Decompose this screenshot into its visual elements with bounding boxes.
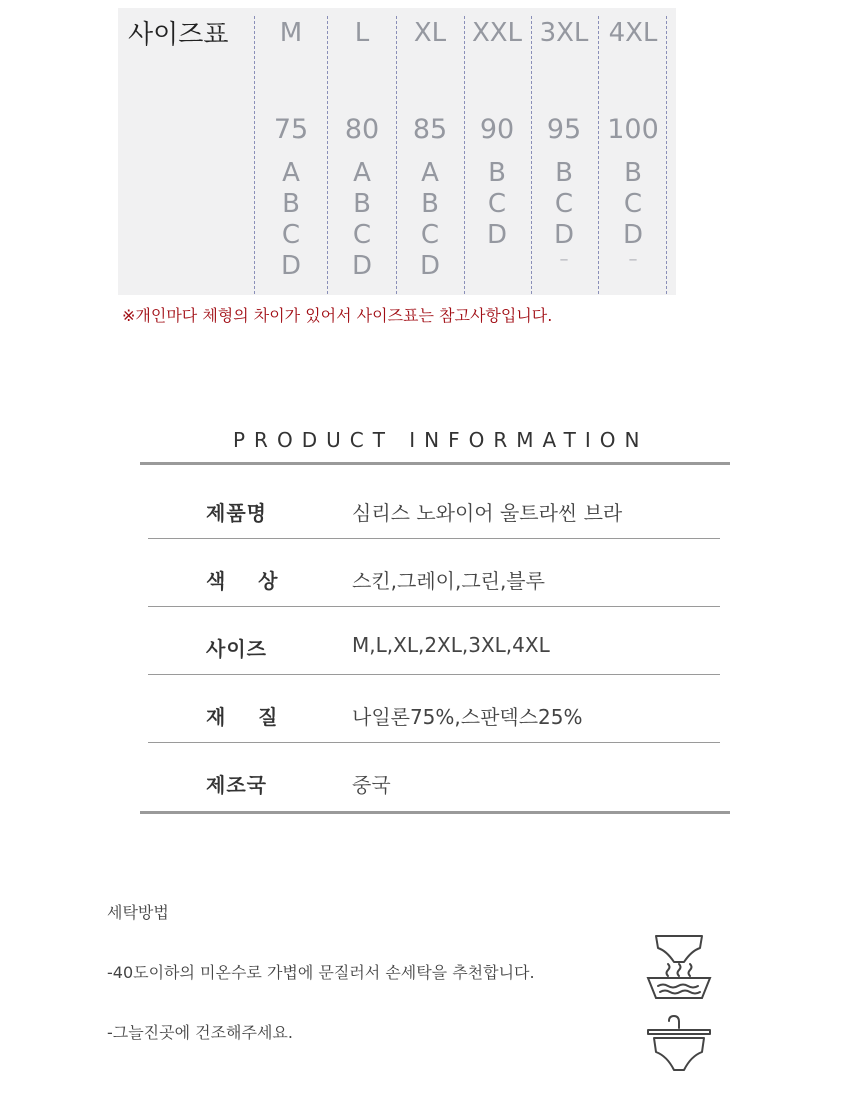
band-size: 95 (546, 114, 582, 145)
size-chart (118, 8, 676, 295)
cup-size: C (281, 220, 301, 250)
size-header: 4XL (608, 18, 658, 48)
band-size: 90 (479, 114, 515, 145)
product-info-label: 제품명 (206, 501, 267, 525)
cup-size: – (628, 249, 638, 270)
cup-size: B (353, 189, 371, 219)
column-divider (327, 16, 328, 294)
column-divider (666, 16, 667, 294)
product-info-row (148, 539, 720, 607)
size-header: XXL (471, 18, 523, 48)
underwear-icon (656, 936, 702, 962)
product-info-value: 나일론75%,스판덱스25% (352, 705, 583, 729)
hand-wash-icon (648, 964, 710, 998)
column-divider (254, 16, 255, 294)
size-chart-title: 사이즈표 (128, 20, 229, 50)
product-info-bottom-rule (140, 811, 730, 814)
product-info-label: 재 질 (206, 705, 279, 729)
cup-size: D (486, 220, 508, 250)
size-header: 3XL (539, 18, 589, 48)
size-header: M (279, 18, 303, 48)
product-info-row (148, 607, 720, 675)
cup-size: C (623, 189, 643, 219)
column-divider (396, 16, 397, 294)
cup-size: B (488, 158, 506, 188)
band-size: 85 (412, 114, 448, 145)
size-header: L (354, 18, 370, 48)
cup-list (465, 158, 529, 282)
cup-size: D (419, 251, 441, 281)
column-divider (598, 16, 599, 294)
product-info-value: 심리스 노와이어 울트라씬 브라 (352, 501, 623, 525)
band-size: 75 (273, 114, 309, 145)
washing-title: 세탁방법 (107, 903, 169, 922)
product-info-label: 색 상 (206, 569, 279, 593)
product-info-value: M,L,XL,2XL,3XL,4XL (352, 633, 550, 657)
cup-size: D (622, 220, 644, 250)
product-info-value: 중국 (352, 773, 391, 797)
cup-size: C (487, 189, 507, 219)
cup-size: D (553, 220, 575, 250)
product-info-row (148, 675, 720, 743)
cup-list (601, 158, 665, 282)
hanger-dry-icon (648, 1016, 710, 1070)
band-size: 80 (344, 114, 380, 145)
cup-size: B (282, 189, 300, 219)
cup-size: B (624, 158, 642, 188)
cup-size: A (282, 158, 300, 188)
size-chart-note: ※개인마다 체형의 차이가 있어서 사이즈표는 참고사항입니다. (122, 306, 553, 325)
cup-size: C (352, 220, 372, 250)
cup-size: A (421, 158, 439, 188)
band-size: 100 (607, 114, 659, 145)
cup-size: C (554, 189, 574, 219)
cup-size (465, 251, 529, 282)
cup-list (259, 158, 323, 282)
cup-size: C (420, 220, 440, 250)
cup-size: D (351, 251, 373, 281)
product-info-label: 제조국 (206, 773, 267, 797)
cup-list (532, 158, 596, 282)
product-info-value: 스킨,그레이,그린,블루 (352, 569, 545, 593)
washing-instruction: -40도이하의 미온수로 가볍에 문질러서 손세탁을 추천합니다. (107, 963, 535, 982)
product-info-label: 사이즈 (206, 637, 267, 661)
cup-size: – (559, 249, 569, 270)
cup-list (330, 158, 394, 282)
cup-list (398, 158, 462, 282)
washing-icons (644, 930, 714, 1080)
product-info-row (148, 471, 720, 539)
cup-size: A (353, 158, 371, 188)
washing-instruction: -그늘진곳에 건조해주세요. (107, 1023, 293, 1042)
product-info-title: PRODUCT INFORMATION (233, 428, 649, 452)
product-info-top-rule (140, 462, 730, 465)
product-info-row (148, 743, 720, 811)
cup-size: B (555, 158, 573, 188)
size-header: XL (413, 18, 447, 48)
cup-size: B (421, 189, 439, 219)
cup-size: D (280, 251, 302, 281)
